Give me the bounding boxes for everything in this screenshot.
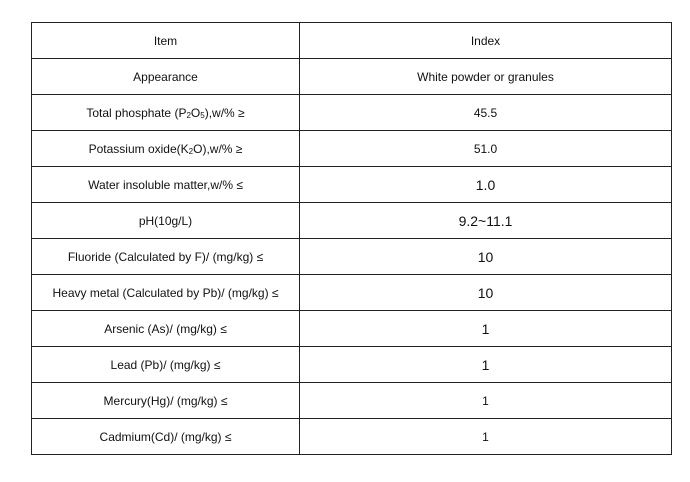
table-row — [32, 167, 672, 203]
subscript: 2 — [188, 146, 194, 156]
index-cell: 51.0 — [300, 131, 672, 167]
item-text: ),w/% ≥ — [204, 105, 245, 120]
item-cell: Mercury(Hg)/ (mg/kg) ≤ — [32, 383, 300, 419]
index-cell: White powder or granules — [300, 59, 672, 95]
table-row — [32, 239, 672, 275]
table-row — [32, 95, 672, 131]
index-cell: 10 — [300, 275, 672, 311]
table-header-row — [32, 23, 672, 59]
table-row — [32, 419, 672, 455]
item-cell: Water insoluble matter,w/% ≤ — [32, 167, 300, 203]
item-text: Potassium oxide(K — [88, 141, 189, 156]
index-cell: 1 — [300, 383, 672, 419]
item-text: O — [190, 105, 201, 120]
header-item: Item — [32, 23, 300, 59]
specification-table — [31, 22, 672, 455]
table-row — [32, 311, 672, 347]
item-cell: pH(10g/L) — [32, 203, 300, 239]
index-cell: 10 — [300, 239, 672, 275]
table-row — [32, 131, 672, 167]
item-cell: Arsenic (As)/ (mg/kg) ≤ — [32, 311, 300, 347]
index-cell: 1 — [300, 419, 672, 455]
index-cell: 1 — [300, 347, 672, 383]
item-cell: Fluoride (Calculated by F)/ (mg/kg) ≤ — [32, 239, 300, 275]
index-cell: 1.0 — [300, 167, 672, 203]
index-cell: 1 — [300, 311, 672, 347]
item-cell — [32, 131, 300, 167]
item-cell: Cadmium(Cd)/ (mg/kg) ≤ — [32, 419, 300, 455]
subscript: 5 — [200, 110, 205, 120]
index-cell: 45.5 — [300, 95, 672, 131]
subscript: 2 — [186, 110, 191, 120]
table-row — [32, 203, 672, 239]
item-text: Total phosphate (P — [86, 105, 187, 120]
table-row — [32, 347, 672, 383]
table-row — [32, 275, 672, 311]
item-cell: Heavy metal (Calculated by Pb)/ (mg/kg) ≤ — [32, 275, 300, 311]
index-cell: 9.2~11.1 — [300, 203, 672, 239]
table-row — [32, 383, 672, 419]
item-text: O),w/% ≥ — [193, 141, 243, 156]
header-index: Index — [300, 23, 672, 59]
item-cell — [32, 95, 300, 131]
item-cell: Appearance — [32, 59, 300, 95]
item-cell: Lead (Pb)/ (mg/kg) ≤ — [32, 347, 300, 383]
table-row — [32, 59, 672, 95]
